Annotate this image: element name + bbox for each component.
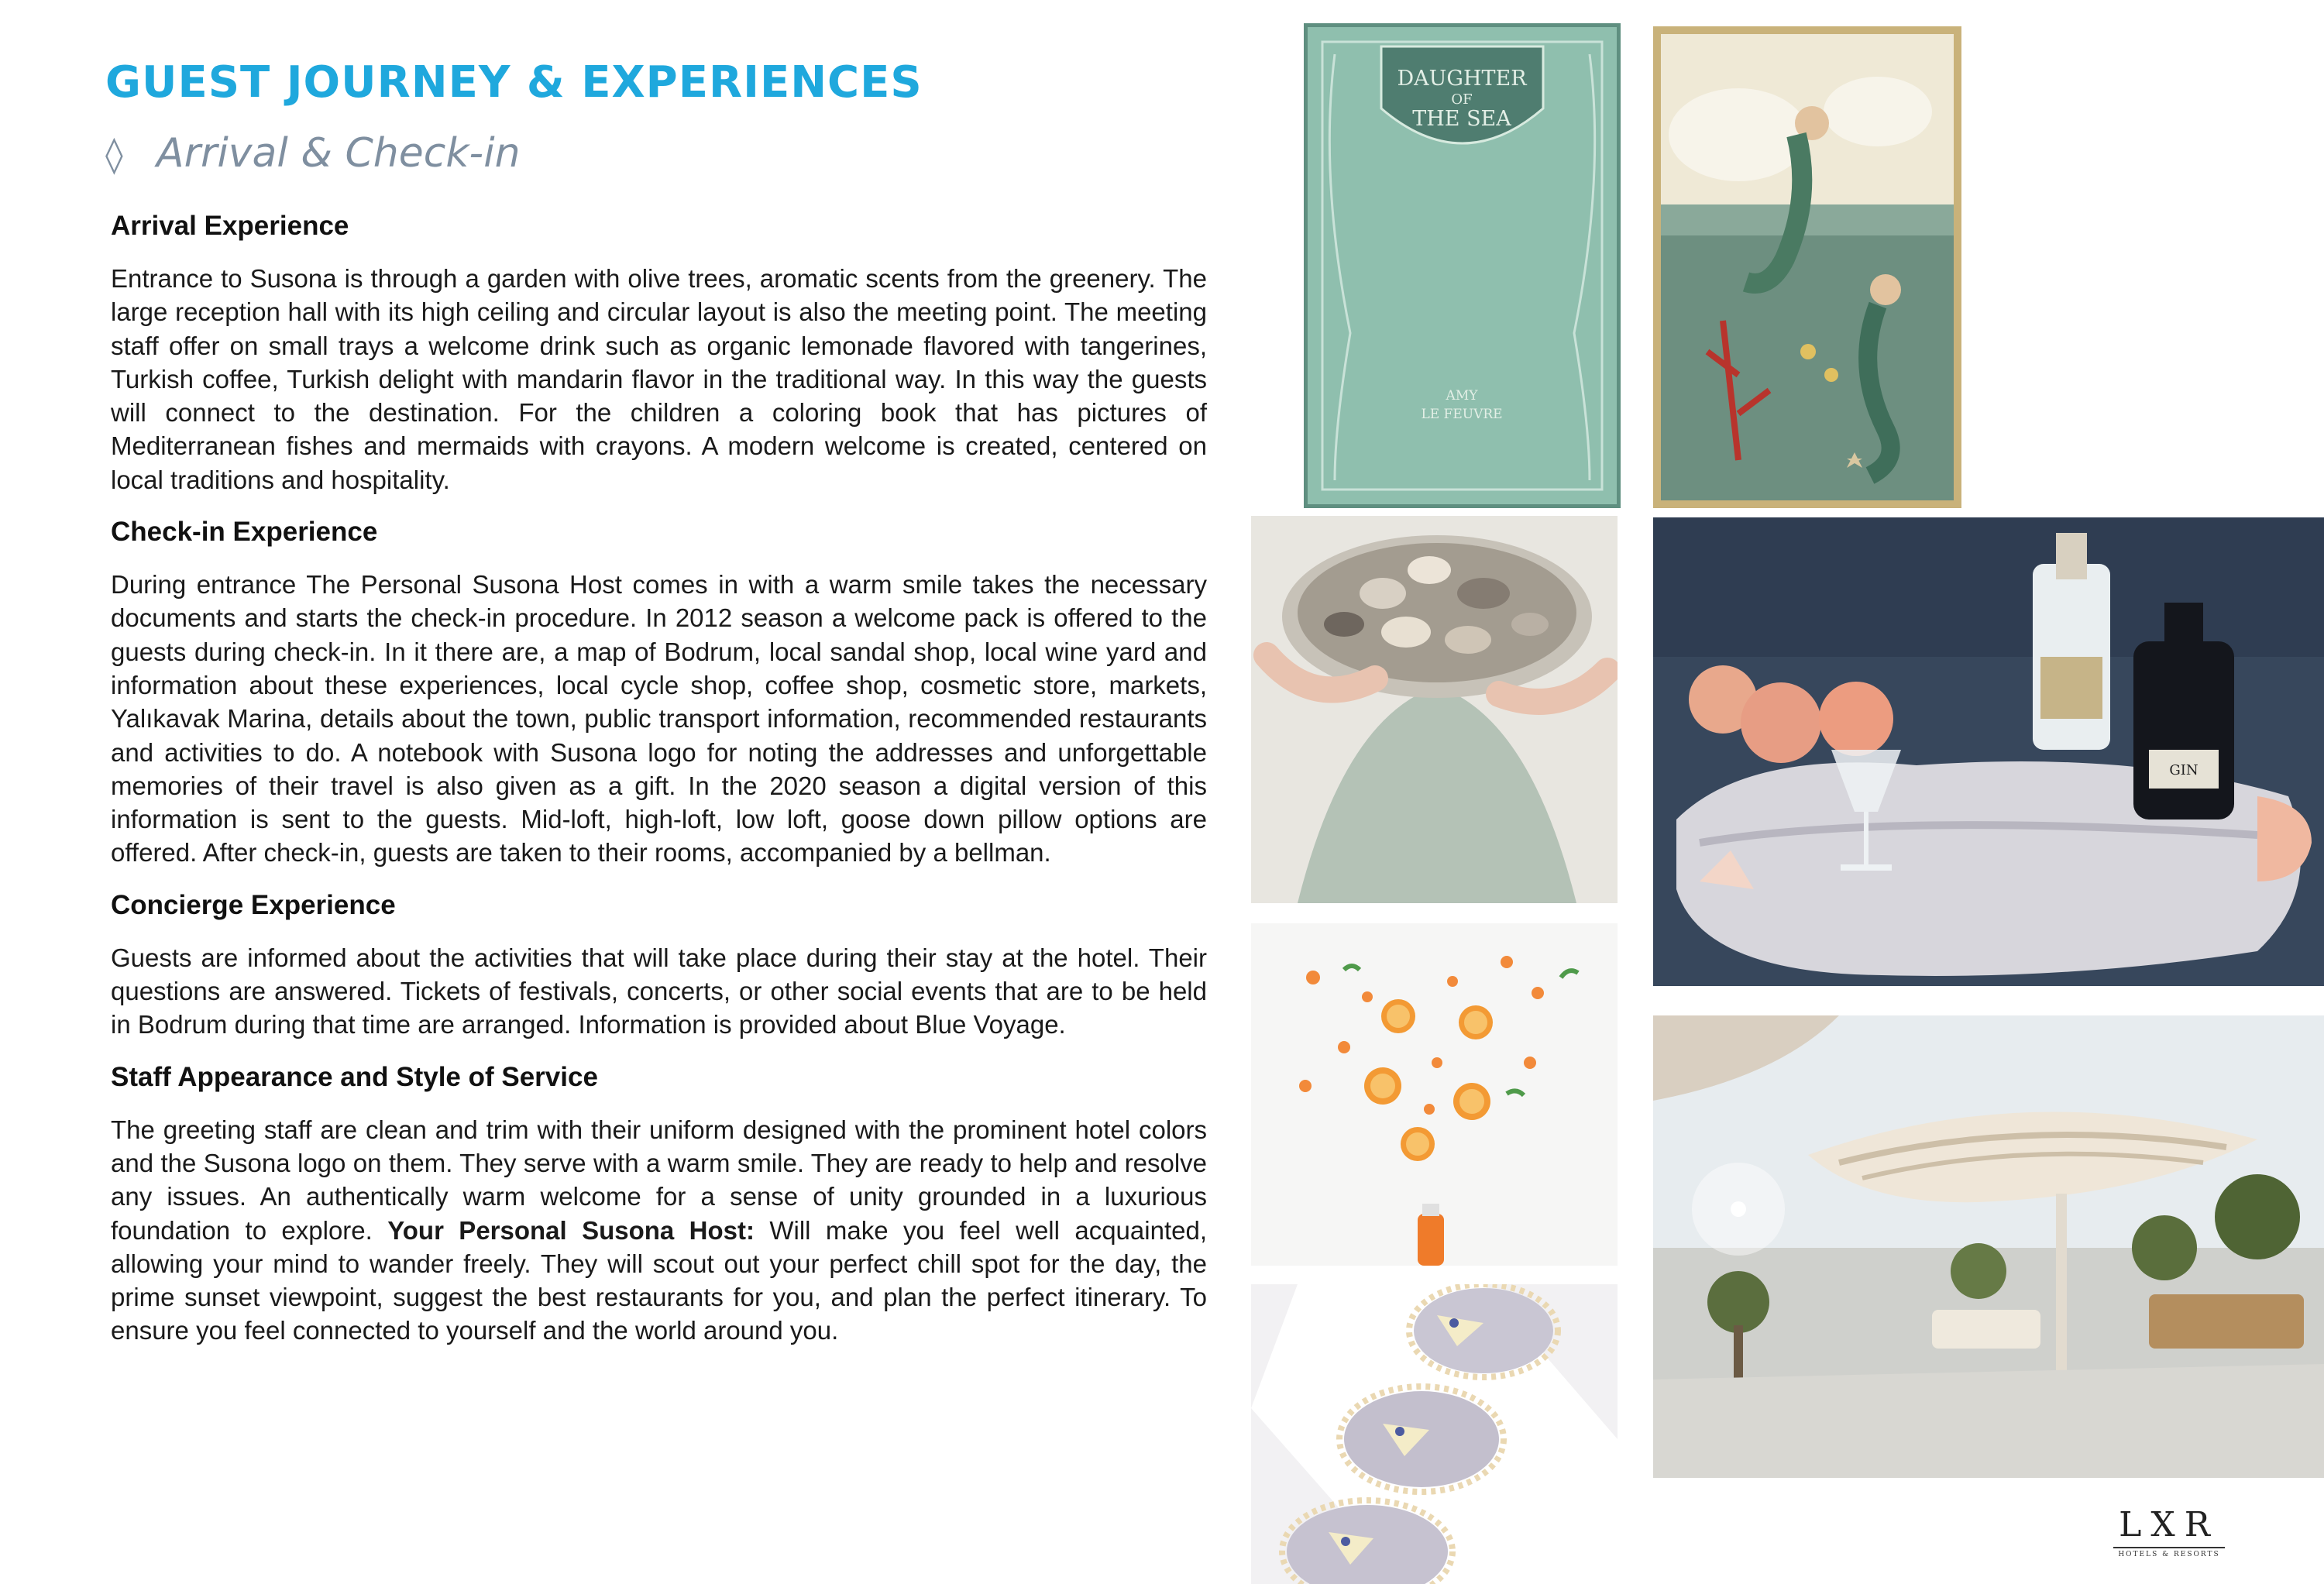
terrace-pavilion-photo [1653,1015,2324,1478]
book-title-line1: DAUGHTER [1397,67,1527,91]
staff-body-host-label: Your Personal Susona Host: [387,1215,755,1245]
concierge-heading: Concierge Experience [111,889,396,920]
book-author-line1: AMY [1446,388,1478,404]
text-column [111,209,1207,1366]
page-title: GUEST JOURNEY & EXPERIENCES [105,57,923,108]
pastries-photo [1251,1284,1618,1584]
arrival-body: Entrance to Susona is through a garden with olive trees, aromatic scents from the greenery. The large reception hall with its high ceiling and circular layout is also the meeting point. The meeting staff offer on small trays a welcome drink such as organic lemonade flavored with tangerines, Turkish coffee, Turkish delight with mandarin flavor in the traditional way. In this way the guests will connect to the destination. For the children a coloring book that has pictures of Mediterranean fishes and mermaids with crayons. A modern welcome is created, centered on local traditions and hospitality. [111,264,1207,494]
gin-label-text: GIN [2169,762,2199,778]
book-title-line2: OF [1451,91,1473,108]
diamond-outline-icon: ◊ [105,133,123,175]
lxr-logo [2107,1507,2231,1558]
staff-body-part2: Will make you feel well acquainted, allowing your mind to wander freely. They will scout out your perfect chill spot for the day, the prime sunset viewpoint, suggest the best restaurants for you, and plan the perfect itinerary. To ensure you feel connected to yourself and the world around you. [111,1215,1207,1345]
checkin-body: During entrance The Personal Susona Host comes in with a warm smile takes the necessary documents and starts the check-in procedure. In 2012 season a welcome pack is offered to the guests during check-in. In it there are, a map of Bodrum, local sandal shop, local wine yard and information about these experiences, local cycle shop, coffee shop, cosmetic store, markets, Yalıkavak Marina, details about the town, public transport information, recommended restaurants and activities to do. A notebook with Susona logo for noting the addresses and unforgettable memories of their travel is also given as a gift. In the 2020 season a digital version of this information is sent to the guests. Mid-loft, high-loft, low loft, goose down pillow options are offered. After check-in, guests are taken to their rooms, accompanied by a bellman. [111,570,1207,868]
book-author-line2: LE FEUVRE [1421,407,1503,422]
page-subtitle-text: Arrival & Check-in [156,130,521,177]
book-title-line3: THE SEA [1412,107,1511,131]
drinks-tray-photo [1653,517,2324,986]
book-cover-image [1304,23,1621,508]
arrival-heading: Arrival Experience [111,211,349,241]
checkin-heading: Check-in Experience [111,517,378,548]
logo-subtitle: HOTELS & RESORTS [2118,1551,2220,1558]
concierge-body: Guests are informed about the activities that will take place during their stay at the hotel. Their questions are answered. Tickets of festivals, concerts, or other social events that are to be held in Bodrum during that time are arranged. Information is provided about Blue Voyage. [111,943,1207,1039]
logo-wordmark: LXR [2119,1505,2219,1544]
orange-slices-photo [1251,923,1618,1266]
logo-divider [2113,1547,2225,1548]
staff-heading: Staff Appearance and Style of Service [111,1061,598,1092]
mermaid-illustration-image [1653,26,1961,508]
shells-photo [1251,516,1618,903]
staff-body-part1: The greeting staff are clean and trim with their uniform designed with the prominent hotel colors and the Susona logo on them. They serve with a warm smile. They are ready to help and resolve any issues. An authentically warm welcome for a sense of unity grounded in a luxurious foundation to explore. [111,1115,1207,1245]
page-subtitle [105,130,521,177]
staff-body [111,1113,1207,1348]
